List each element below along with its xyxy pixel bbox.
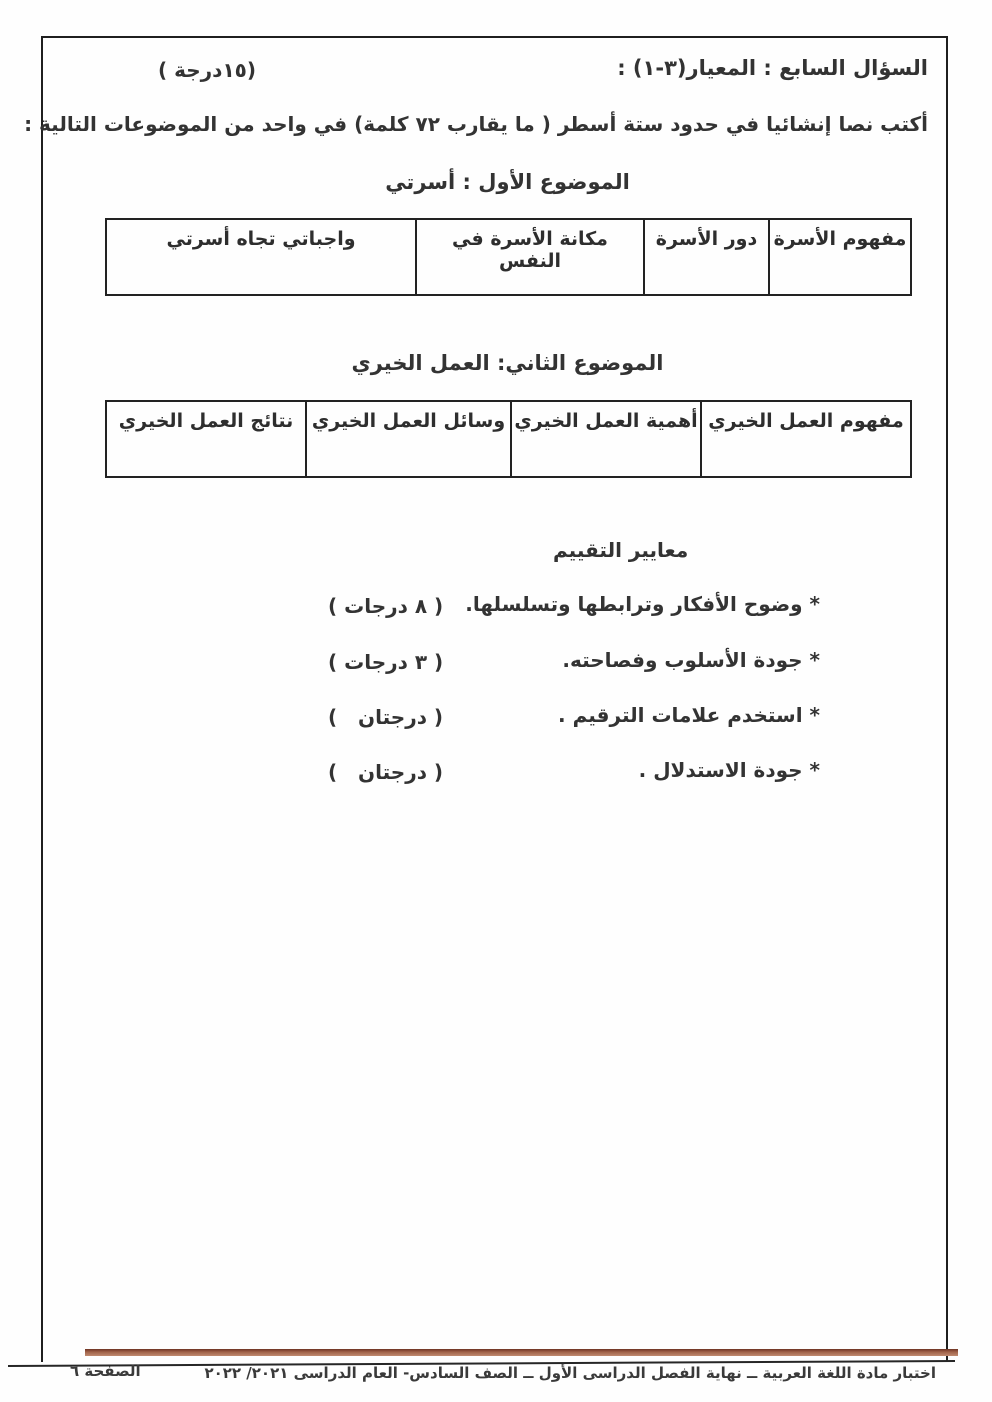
table-row	[106, 401, 911, 477]
table-row	[106, 219, 911, 295]
topic2-title: الموضوع الثاني: العمل الخيري	[351, 351, 664, 375]
col-family-concept: مفهوم الأسرة	[769, 219, 911, 295]
criteria-title: معايير التقييم	[553, 538, 689, 562]
footer-exam-info: اختبار مادة اللغة العربية ــ نهاية الفصل الدراسى الأول ــ الصف السادس- العام الدراسى ٢٠٢١/ ٢٠٢٢	[204, 1364, 936, 1382]
col-charity-means: وسائل العمل الخيري	[306, 401, 511, 477]
col-family-role: دور الأسرة	[644, 219, 769, 295]
criterion-row	[0, 703, 992, 743]
col-charity-results: نتائج العمل الخيري	[106, 401, 306, 477]
criterion-text: * وضوح الأفكار وترابطها وتسلسلها.	[465, 592, 820, 616]
criterion-marks: ( ٣ درجات )	[328, 650, 444, 674]
criterion-text: * جودة الاستدلال .	[638, 758, 820, 782]
criterion-row	[0, 592, 992, 632]
topic1-title: الموضوع الأول : أسرتي	[385, 170, 630, 194]
criterion-row	[0, 758, 992, 798]
criterion-marks: ( ٨ درجات )	[328, 594, 444, 618]
footer-page-number: الصفحة ٦	[70, 1362, 141, 1380]
col-family-status: مكانة الأسرة في النفس	[416, 219, 644, 295]
col-charity-importance: أهمية العمل الخيري	[511, 401, 701, 477]
criterion-row	[0, 648, 992, 688]
col-family-duties: واجباتي تجاه أسرتي	[106, 219, 416, 295]
criterion-marks: ( درجتان )	[328, 760, 444, 784]
question-marks: ( ١٥درجة)	[158, 58, 256, 82]
criterion-text: * استخدم علامات الترقيم .	[558, 703, 820, 727]
instruction-text: أكتب نصا إنشائيا في حدود ستة أسطر ( ما يقارب ٧٢ كلمة) في واحد من الموضوعات التالية :	[24, 112, 928, 136]
criterion-text: * جودة الأسلوب وفصاحته.	[562, 648, 820, 672]
footer-accent-line	[85, 1349, 958, 1356]
topic1-table	[105, 218, 912, 296]
question-header: السؤال السابع : المعيار(٣-١) :	[617, 56, 928, 80]
col-charity-concept: مفهوم العمل الخيري	[701, 401, 911, 477]
topic2-table	[105, 400, 912, 478]
criterion-marks: ( درجتان )	[328, 705, 444, 729]
